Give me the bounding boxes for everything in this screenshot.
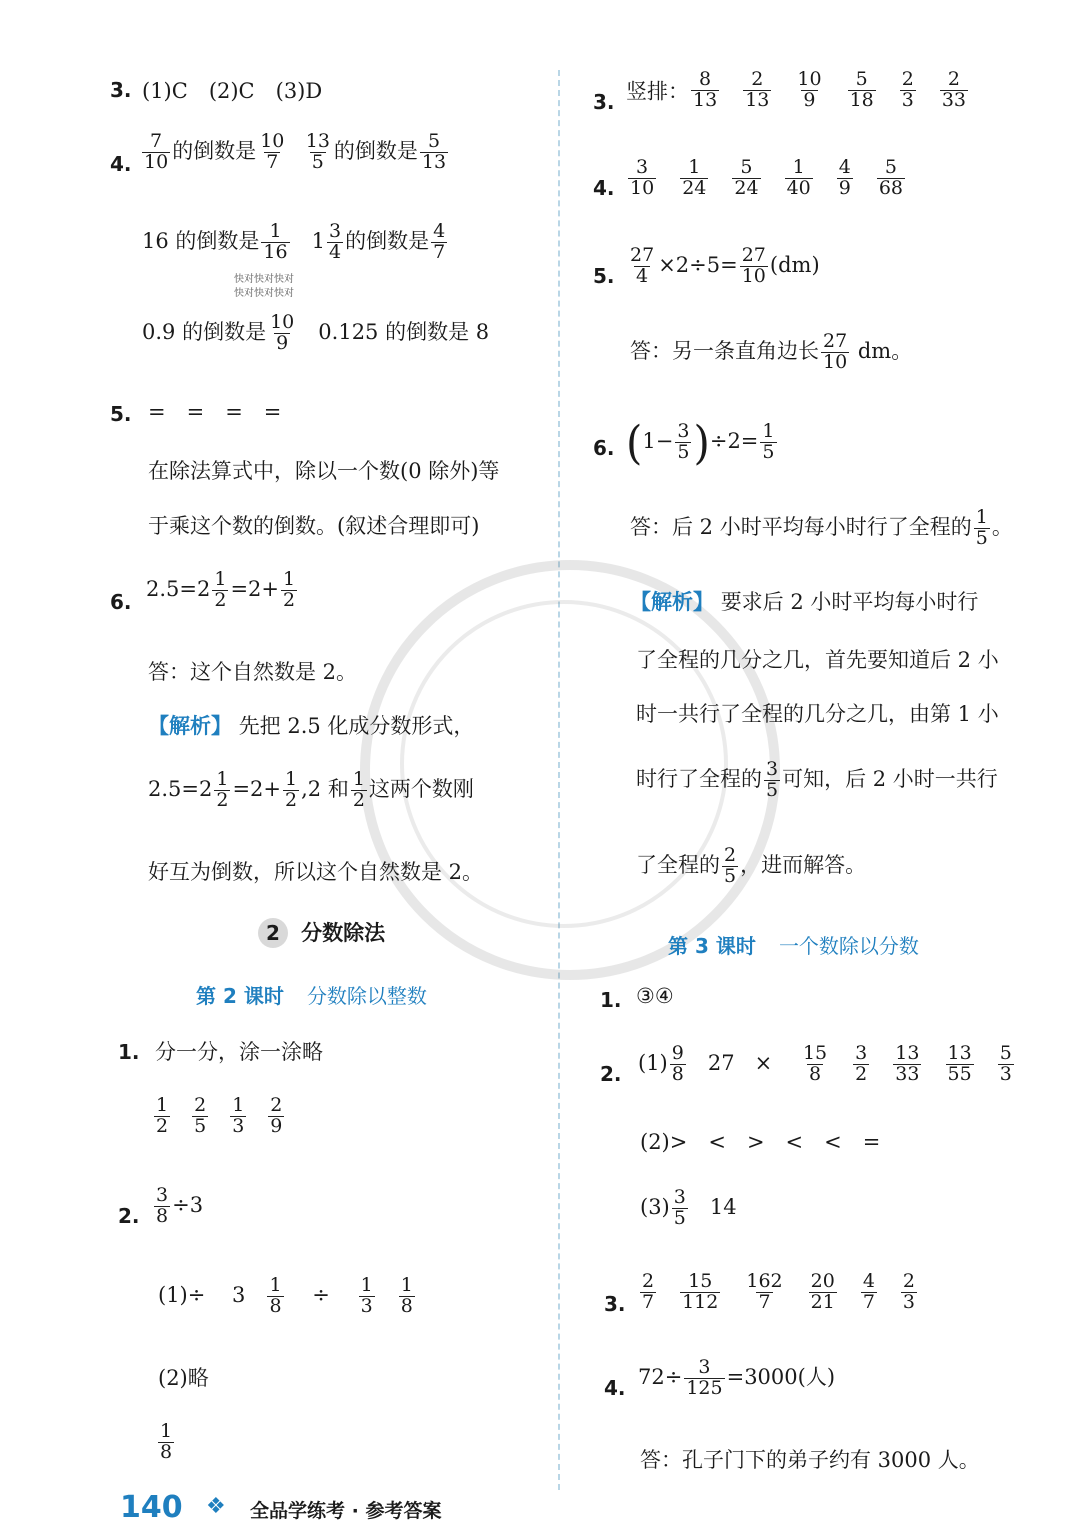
analysis-line: 了全程的 $\frac{2}{5}$ ，进而解答。 [636, 844, 867, 887]
fraction-row: 竖排： $\frac{8}{13}$ $\frac{2}{13}$ $\frac{10}{9}$ $\frac{5}{18}$ $\frac{2}{3}$ $\frac{2}{33}$ [626, 68, 967, 111]
question-number: 1. [600, 988, 622, 1012]
question-number: 3. [110, 78, 132, 102]
page-number: 140 [120, 1490, 183, 1525]
answer-line: $\frac{1}{8}$ [160, 1420, 173, 1463]
section-badge: 2 [258, 918, 288, 948]
fraction: $\frac{2}{3}$ [901, 68, 914, 111]
fraction: $\frac{2}{7}$ [642, 1270, 655, 1313]
fraction: $\frac{8}{13}$ [693, 68, 718, 111]
footer-title: 全品学练考 · 参考答案 [250, 1500, 442, 1522]
fraction: $\frac{1}{2}$ [285, 768, 298, 811]
fraction-row [152, 1096, 304, 1137]
question-number: 1. [118, 1040, 140, 1064]
fraction: $\frac{1}{40}$ [786, 156, 811, 199]
analysis-text: 好互为倒数，所以这个自然数是 2。 [148, 860, 484, 884]
fraction: $\frac{5}{24}$ [734, 156, 759, 199]
fraction: $\frac{1}{2}$ [283, 568, 296, 611]
section-heading [258, 917, 385, 948]
question-number: 2. [600, 1062, 622, 1086]
answer-text: 答：这个自然数是 2。 [148, 660, 358, 684]
watermark-text: 快对快对快对 [234, 274, 294, 285]
answer-text: (2)略 [158, 1366, 209, 1390]
lesson-title: 分数除以整数 [306, 984, 427, 1008]
answer-line: $\frac{7}{10}$ 的倒数是 $\frac{10}{7}$ $\frac{13}{5}$ 的倒数是 $\frac{5}{13}$ [144, 130, 447, 173]
fraction: $\frac{5}{13}$ [421, 130, 447, 173]
answer-line: $\frac{27}{4}$ ×2÷5= $\frac{27}{10}$ (dm) [630, 244, 820, 287]
fraction: $\frac{2}{33}$ [941, 68, 967, 111]
analysis-text: 了全程的几分之几，首先要知道后 2 小 [636, 648, 999, 672]
fraction: $\frac{10}{7}$ [260, 130, 285, 173]
analysis-line: 【解析】 要求后 2 小时平均每小时行 [630, 590, 979, 614]
question-number: 3. [593, 90, 615, 114]
question-number: 6. [593, 436, 615, 460]
answer-line: 答：另一条直角边长 $\frac{27}{10}$ dm。 [630, 330, 913, 373]
answer-line: $\frac{3}{8}$ ÷3 [156, 1184, 204, 1227]
question-number: 5. [593, 264, 615, 288]
fraction: $\frac{7}{10}$ [144, 130, 169, 173]
fraction: $\frac{1}{3}$ [232, 1094, 245, 1137]
answer-text: ③④ [636, 984, 674, 1008]
answer-text: (2)> < > < < = [640, 1130, 881, 1154]
fraction: $\frac{1}{24}$ [682, 156, 707, 199]
fraction-row [626, 158, 927, 199]
analysis-line: 时行了全程的 $\frac{3}{5}$ 可知，后 2 小时一共行 [636, 758, 998, 801]
fraction: $\frac{1}{2}$ [156, 1094, 169, 1137]
analysis-line: 2.5=2 $\frac{1}{2}$ =2+ $\frac{1}{2}$ ,2 和 $\frac{1}{2}$ 这两个数刚 [148, 768, 474, 811]
fraction: $\frac{3}{10}$ [630, 156, 655, 199]
fraction: $\frac{1}{2}$ [214, 568, 227, 611]
fraction: $\frac{15}{112}$ [682, 1270, 719, 1313]
analysis-line: 【解析】 先把 2.5 化成分数形式， [148, 714, 475, 738]
fraction: $\frac{1}{2}$ [216, 768, 229, 811]
fraction: $\frac{1}{2}$ [352, 768, 365, 811]
question-number: 4. [593, 176, 615, 200]
fraction: $\frac{5}{68}$ [878, 156, 904, 199]
fraction-row [638, 1272, 939, 1313]
answer-line: (1) $\frac{9}{8}$ 27 × $\frac{15}{8}$ $\frac{3}{2}$ $\frac{13}{33}$ $\frac{13}{55}$ $\frac{5}{3}$ [638, 1042, 1012, 1085]
watermark-text: 快对快对快对 [234, 288, 294, 299]
answer-text: = = = = [148, 400, 282, 424]
fraction: $\frac{5}{18}$ [849, 68, 874, 111]
fraction: $\frac{20}{21}$ [810, 1270, 835, 1313]
lesson-heading [668, 930, 919, 959]
fraction: $\frac{4}{7}$ [433, 220, 446, 263]
fraction: $\frac{2}{3}$ [902, 1270, 915, 1313]
question-number: 2. [118, 1204, 140, 1228]
lesson-label: 第 3 课时 [668, 934, 756, 958]
answer-text: 在除法算式中，除以一个数(0 除外)等 [148, 459, 500, 483]
lesson-title: 一个数除以分数 [778, 934, 919, 958]
question-number: 4. [604, 1376, 626, 1400]
fraction: $\frac{10}{9}$ [797, 68, 822, 111]
answer-line: (1− $\frac{3}{5}$ )÷2= $\frac{1}{5}$ [626, 415, 775, 470]
answer-line: 16 的倒数是 $\frac{1}{16}$ 1 $\frac{3}{4}$ 的倒数是 $\frac{4}{7}$ [142, 220, 446, 263]
fraction: $\frac{1}{16}$ [263, 220, 288, 263]
section-title: 分数除法 [301, 921, 386, 945]
answer-line: 答：后 2 小时平均每小时行了全程的 $\frac{1}{5}$ 。 [630, 506, 1013, 549]
fraction: $\frac{13}{5}$ [305, 130, 330, 173]
question-number: 4. [110, 152, 132, 176]
analysis-text: 时一共行了全程的几分之几，由第 1 小 [636, 702, 999, 726]
question-number: 3. [604, 1292, 626, 1316]
answer-line: 72÷ $\frac{3}{125}$ =3000(人) [638, 1356, 836, 1399]
fraction: $\frac{2}{5}$ [194, 1094, 207, 1137]
lesson-label: 第 2 课时 [196, 984, 284, 1008]
lesson-heading [196, 980, 427, 1009]
answer-line: 2.5=2 $\frac{1}{2}$ =2+ $\frac{1}{2}$ [146, 568, 296, 611]
answer-text: (1)C (2)C (3)D [142, 79, 323, 103]
fraction: $\frac{2}{9}$ [270, 1094, 283, 1137]
fraction: $\frac{162}{7}$ [746, 1270, 783, 1313]
question-number: 6. [110, 590, 132, 614]
answer-line: (1)÷ 3 $\frac{1}{8}$ ÷ $\frac{1}{3}$ $\frac{1}{8}$ [158, 1274, 413, 1317]
fraction: $\frac{3}{4}$ [329, 220, 342, 263]
answer-line: 0.9 的倒数是 $\frac{10}{9}$ 0.125 的倒数是 8 [142, 311, 490, 354]
fraction: $\frac{4}{7}$ [862, 1270, 875, 1313]
diamond-icon: ❖ [206, 1494, 226, 1519]
fraction: $\frac{4}{9}$ [838, 156, 851, 199]
answer-line: (3) $\frac{3}{5}$ 14 [640, 1186, 737, 1229]
fraction: $\frac{10}{9}$ [270, 311, 295, 354]
answer-text: 于乘这个数的倒数。(叙述合理即可) [148, 514, 480, 538]
answer-text: 答：孔子门下的弟子约有 3000 人。 [640, 1448, 980, 1472]
answer-text: 分一分，涂一涂略 [155, 1040, 323, 1064]
fraction: $\frac{3}{8}$ [156, 1184, 169, 1227]
question-number: 5. [110, 402, 132, 426]
fraction: $\frac{2}{13}$ [745, 68, 770, 111]
